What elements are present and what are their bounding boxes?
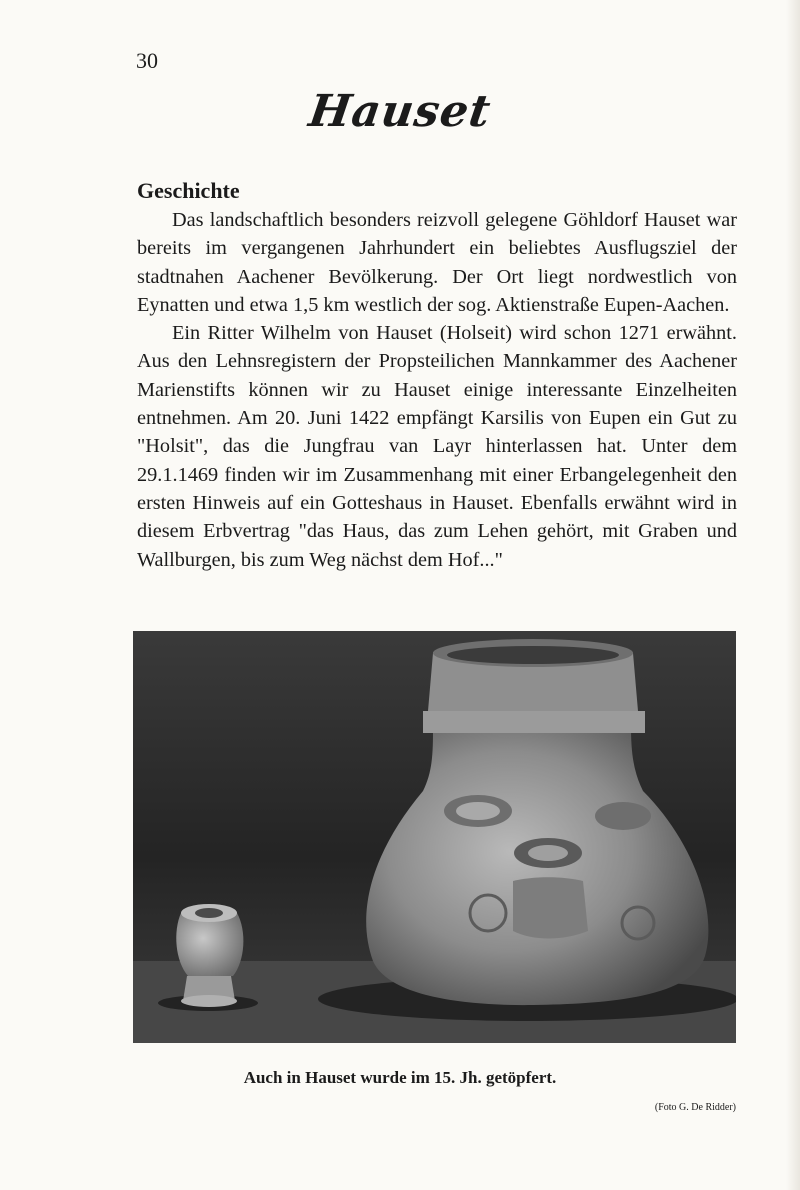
photo-credit: (Foto G. De Ridder)	[654, 1102, 736, 1113]
pottery-photo-drawing	[133, 631, 736, 1043]
paragraph-2: Ein Ritter Wilhelm von Hauset (Holseit) wird schon 1271 erwähnt. Aus den Lehnsregistern der Propsteilichen Mannkammer des Aachener Marienstifts können wir zu Hauset einige interessante Einzelheiten entnehmen. Am 20. Juni 1422 empfängt Karsilis von Eupen ein Gut zu "Holsit", das die Jungfrau van Layr hinterlassen hat. Unter dem 29.1.1469 finden wir im Zusammenhang mit einer Erbangelegenheit den ersten Hinweis auf ein Gotteshaus in Hauset. Ebenfalls erwähnt wird in diesem Erbvertrag "das Haus, das zum Lehen gehört, mit Graben und Wallburgen, bis zum Weg nächst dem Hof..."	[137, 322, 737, 571]
page-number: 30	[136, 48, 158, 73]
pottery-photo	[133, 631, 736, 1043]
paragraph-1: Das landschaftlich besonders reizvoll gelegene Göhldorf Hauset war bereits im vergangenen Jahrhundert ein beliebtes Ausflugsziel der stadtnahen Aachener Bevölkerung. Der Ort liegt nordwestlich von Eynatten und etwa 1,5 km westlich der sog. Aktienstraße Eupen-Aachen.	[137, 209, 737, 316]
section-heading: Geschichte	[137, 178, 240, 203]
chapter-title: Hauset	[305, 86, 495, 137]
photo-caption: Auch in Hauset wurde im 15. Jh. getöpfert.	[243, 1068, 557, 1087]
body-text	[137, 206, 737, 574]
page-edge-shadow	[786, 0, 800, 1190]
